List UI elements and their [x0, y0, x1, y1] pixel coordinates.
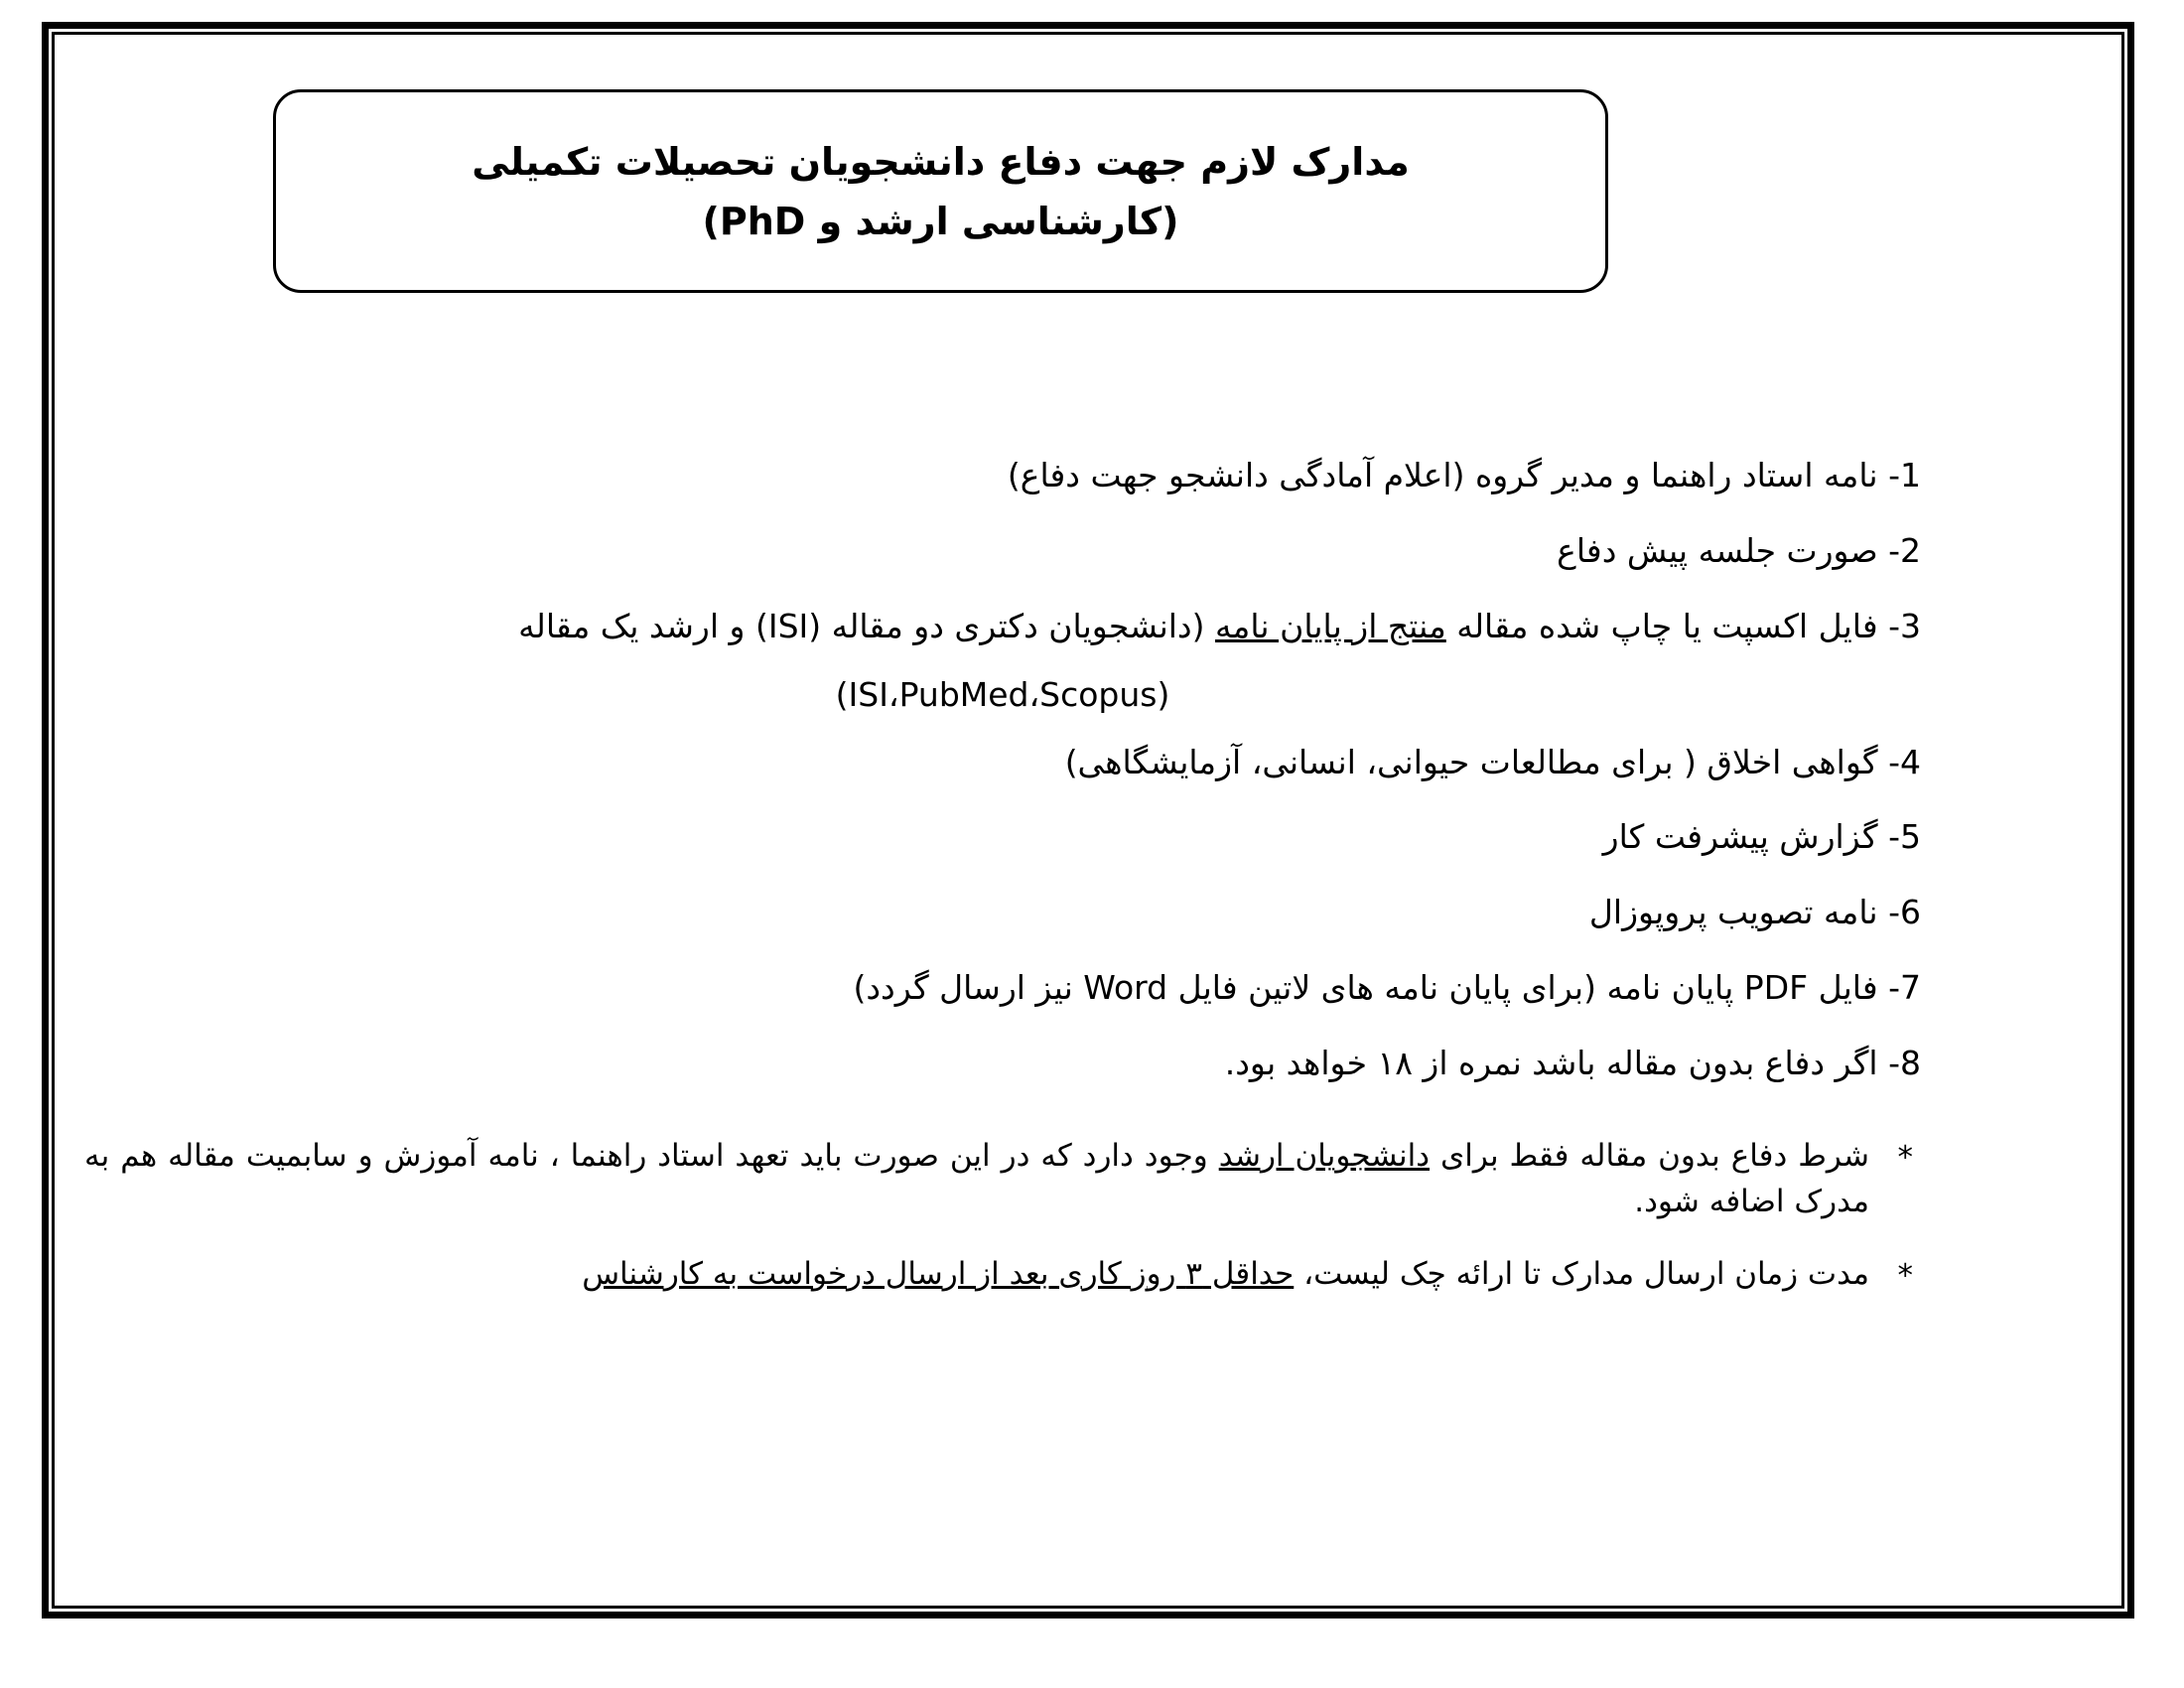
list-item-3-prefix: 3- فایل اکسپت یا چاپ شده مقاله — [1445, 606, 1921, 645]
note-1-underlined: دانشجویان ارشد — [1218, 1137, 1431, 1174]
list-item-3-suffix: (دانشجویان دکتری دو مقاله (ISI) و ارشد یک مقاله — [518, 606, 1215, 645]
note-item-2 — [84, 1251, 1921, 1298]
document-title-line-2: (کارشناسی ارشد و PhD) — [702, 199, 1179, 243]
note-marker-1: * — [1897, 1139, 1913, 1176]
title-box — [273, 89, 1608, 293]
note-2-underlined: حداقل ۳ روز کاری بعد از ارسال درخواست به کارشناس — [582, 1255, 1295, 1292]
list-item-8: 8- اگر دفاع بدون مقاله باشد نمره از ۱۸ خواهد بود. — [1224, 1043, 1921, 1082]
requirements-list — [84, 452, 1921, 1323]
list-item-3 — [84, 603, 1921, 650]
note-1-prefix: شرط دفاع بدون مقاله فقط برای — [1430, 1137, 1869, 1174]
list-item-2: 2- صورت جلسه پیش دفاع — [1557, 530, 1921, 570]
list-item-7: 7- فایل PDF پایان نامه (برای پایان نامه های لاتین فایل Word نیز ارسال گردد) — [853, 968, 1921, 1008]
list-item-3-tail: (ISI،PubMed،Scopus) — [835, 674, 1170, 714]
list-item-5: 5- گزارش پیشرفت کار — [1602, 817, 1921, 857]
note-marker-2: * — [1897, 1257, 1913, 1294]
document-title-line-1: مدارک لازم جهت دفاع دانشجویان تحصیلات تکمیلی — [472, 139, 1410, 184]
list-item-3-underlined: منتج از پایان نامه — [1214, 606, 1446, 645]
list-item-4: 4- گواهی اخلاق ( برای مطالعات حیوانی، انسانی، آزمایشگاهی) — [1064, 742, 1921, 781]
note-1-suffix: وجود دارد که در این صورت باید تعهد استاد راهنما ، نامه آموزش و سابمیت مقاله هم به مدرک اضافه شود. — [84, 1137, 1869, 1220]
note-2-prefix: مدت زمان ارسال مدارک تا ارائه چک لیست، — [1294, 1255, 1869, 1292]
list-item-6: 6- نامه تصویب پروپوزال — [1588, 893, 1921, 932]
list-notes-spacer — [84, 1115, 1921, 1133]
note-item-1 — [84, 1133, 1921, 1225]
list-item-1: 1- نامه استاد راهنما و مدیر گروه (اعلام آمادگی دانشجو جهت دفاع) — [1007, 456, 1921, 494]
